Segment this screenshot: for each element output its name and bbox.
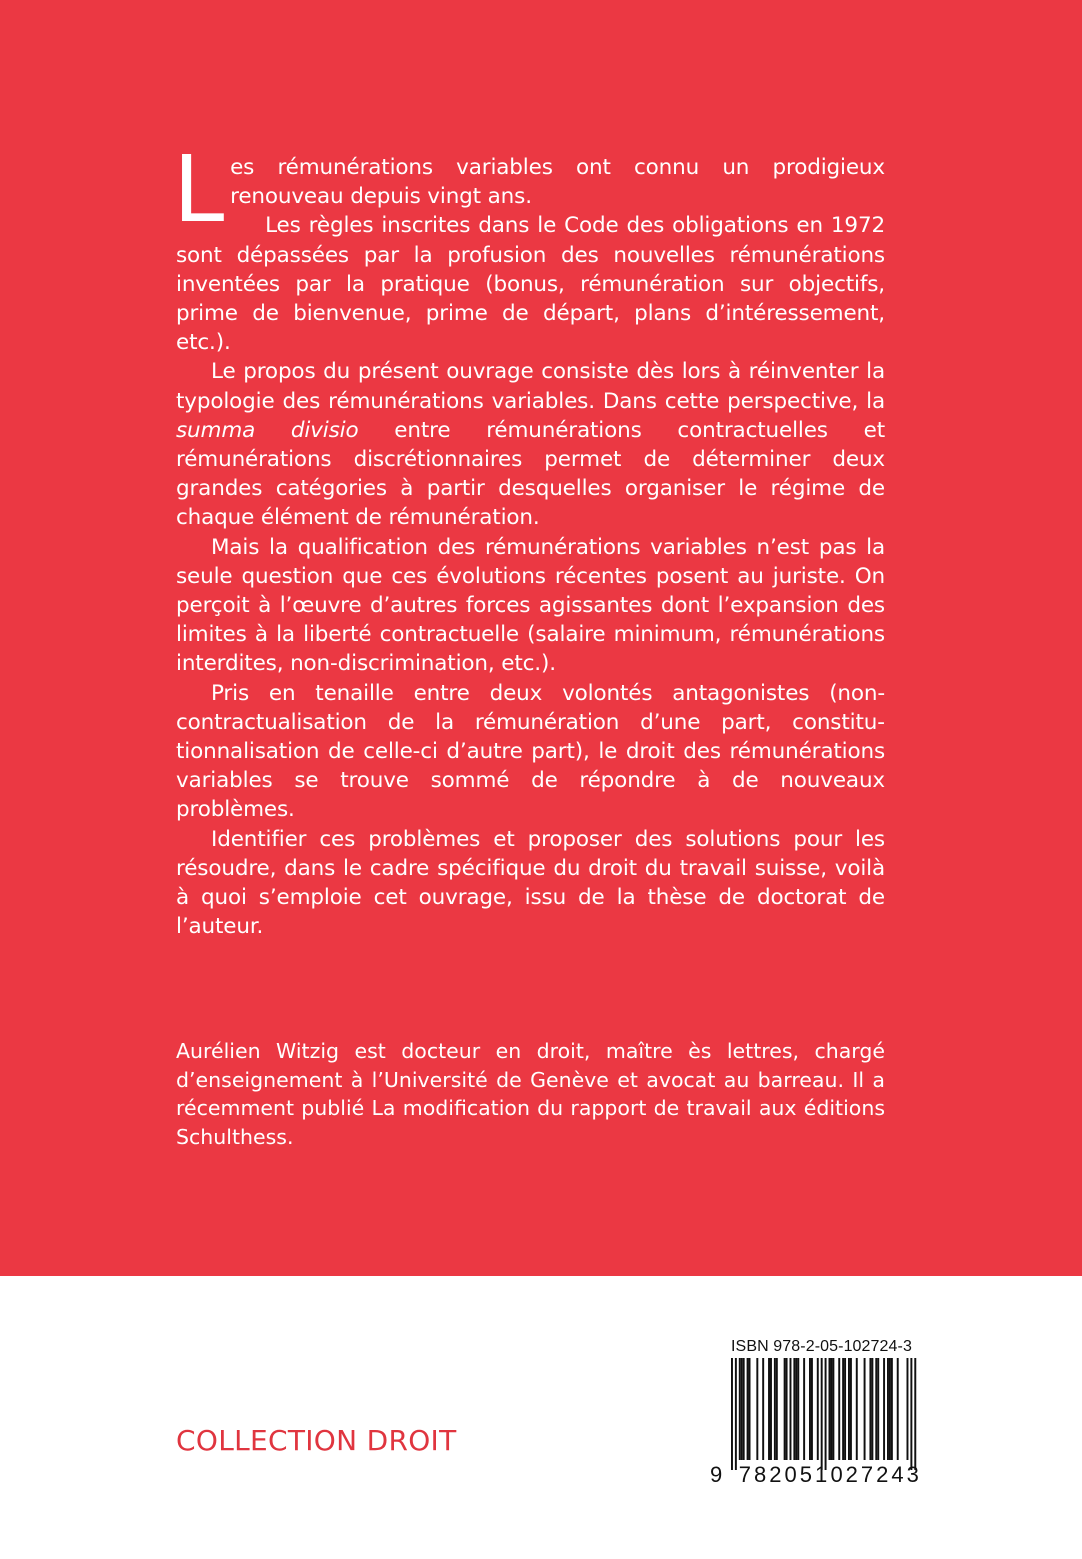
barcode-bar bbox=[850, 1358, 852, 1460]
author-bio: Aurélien Witzig est docteur en droit, maître ès lettres, chargé d’enseignement à l’Université de Genève et avocat au barreau. Il a récemment publié La modification du rapport de travail aux éditions Schulthess. bbox=[176, 1039, 885, 1149]
barcode-bar bbox=[749, 1358, 751, 1460]
paragraph-text: es rémunérations variables ont connu un prodigieux renouveau depuis vingt ans. bbox=[230, 155, 885, 210]
barcode-bar bbox=[784, 1358, 786, 1460]
barcode-bar bbox=[756, 1358, 758, 1460]
barcode-bar bbox=[897, 1358, 899, 1460]
paragraph-text: Mais la qualification des rémunérations variables n’est pas la seule question que ces évolutions récentes posent au juriste. On perçoit à l’œuvre d’autres forces agissantes dont l’expansion des limites à la liberté contractuelle (salaire minimum, rémunérations interdites, non-discrimination, etc.). bbox=[176, 534, 885, 677]
italic-term: summa divisio bbox=[176, 417, 359, 443]
blurb-paragraph bbox=[176, 533, 885, 679]
barcode-bar bbox=[907, 1358, 909, 1460]
barcode-bar bbox=[786, 1358, 788, 1460]
isbn-label: ISBN 978-2-05-102724-3 bbox=[731, 1338, 912, 1355]
barcode-bar bbox=[797, 1358, 799, 1460]
barcode-bar bbox=[891, 1358, 893, 1460]
barcode-bar bbox=[817, 1358, 819, 1460]
barcode-bar bbox=[774, 1358, 776, 1460]
barcode-bar bbox=[762, 1358, 764, 1460]
barcode-bar bbox=[821, 1358, 823, 1470]
barcode-bar bbox=[741, 1358, 743, 1460]
barcode-bar bbox=[770, 1358, 772, 1460]
barcode-bar bbox=[739, 1358, 741, 1460]
barcode-bar bbox=[743, 1358, 745, 1460]
barcode-bar bbox=[790, 1358, 792, 1460]
barcode-bar bbox=[869, 1358, 871, 1460]
isbn-barcode bbox=[700, 1338, 922, 1488]
barcode-bar bbox=[887, 1358, 889, 1460]
barcode-bar bbox=[803, 1358, 805, 1460]
blurb-paragraph bbox=[176, 357, 885, 532]
barcode-bar bbox=[830, 1358, 832, 1460]
barcode-digits: 027243 bbox=[830, 1462, 922, 1487]
paragraph-text: entre rémunérations contractuelles et rémunérations discrétionnaires permet de déterminer deux grandes catégories à partir desquelles organiser le régime de chaque élément de rémunération. bbox=[176, 417, 885, 531]
blurb-paragraph bbox=[176, 211, 885, 357]
barcode-bar bbox=[877, 1358, 879, 1460]
blurb-paragraph bbox=[176, 825, 885, 942]
barcode-graphic bbox=[700, 1338, 922, 1488]
barcode-bar bbox=[871, 1358, 873, 1460]
collection-title: COLLECTION DROIT bbox=[176, 1424, 457, 1457]
paragraph-text: Identifier ces problèmes et proposer des solutions pour les résoudre, dans le cadre spécifique du droit du travail suisse, voilà à quoi s’emploie cet ouvrage, issu de la thèse de doctorat de l’auteur. bbox=[176, 826, 885, 940]
barcode-bar bbox=[829, 1358, 831, 1460]
barcode-digits: 9 bbox=[710, 1462, 726, 1487]
barcode-digits: 782051 bbox=[738, 1462, 831, 1487]
barcode-bar bbox=[793, 1358, 795, 1460]
barcode-bar bbox=[883, 1358, 885, 1460]
barcode-bar bbox=[795, 1358, 797, 1460]
barcode-bar bbox=[910, 1358, 912, 1470]
drop-cap-letter: L bbox=[173, 136, 225, 243]
barcode-bar bbox=[838, 1358, 840, 1460]
barcode-bar bbox=[747, 1358, 749, 1460]
barcode-bar bbox=[864, 1358, 866, 1460]
barcode-bar bbox=[889, 1358, 891, 1460]
barcode-bar bbox=[875, 1358, 877, 1460]
barcode-bar bbox=[844, 1358, 846, 1460]
barcode-bar bbox=[731, 1358, 733, 1470]
paragraph-text: Pris en tenaille entre deux volontés antagonistes (non-contractualisation de la rémunération d’une part, constitutionnalisation de celle-ci d’autre part), le droit des rémunérations variables se trouve sommé de répondre à de nouveaux problèmes. bbox=[176, 680, 885, 823]
barcode-bar bbox=[848, 1358, 850, 1460]
blurb-paragraph bbox=[176, 679, 885, 825]
paragraph-text: Les règles inscrites dans le Code des obligations en 1972 sont dépassées par la profusion des nouvelles rémunérations inventées par la pratique (bonus, rémunération sur objectifs, prime de bienvenue, prime de départ, plans d’intéressement, etc.). bbox=[176, 213, 885, 356]
barcode-bar bbox=[856, 1358, 858, 1460]
barcode-bar bbox=[735, 1358, 737, 1470]
barcode-bar bbox=[832, 1358, 834, 1460]
blurb-text bbox=[173, 136, 885, 941]
barcode-bar bbox=[914, 1358, 916, 1470]
paragraph-text: Le propos du présent ouvrage consiste dès lors à réinventer la typologie des rémunérations variables. Dans cette perspective, la bbox=[176, 359, 885, 414]
barcode-bar bbox=[776, 1358, 778, 1460]
blurb-paragraph bbox=[173, 136, 885, 243]
barcode-bar bbox=[842, 1358, 844, 1460]
barcode-bar bbox=[809, 1358, 811, 1460]
barcode-bar bbox=[768, 1358, 770, 1460]
barcode-bar bbox=[811, 1358, 813, 1460]
barcode-bar bbox=[825, 1358, 827, 1470]
